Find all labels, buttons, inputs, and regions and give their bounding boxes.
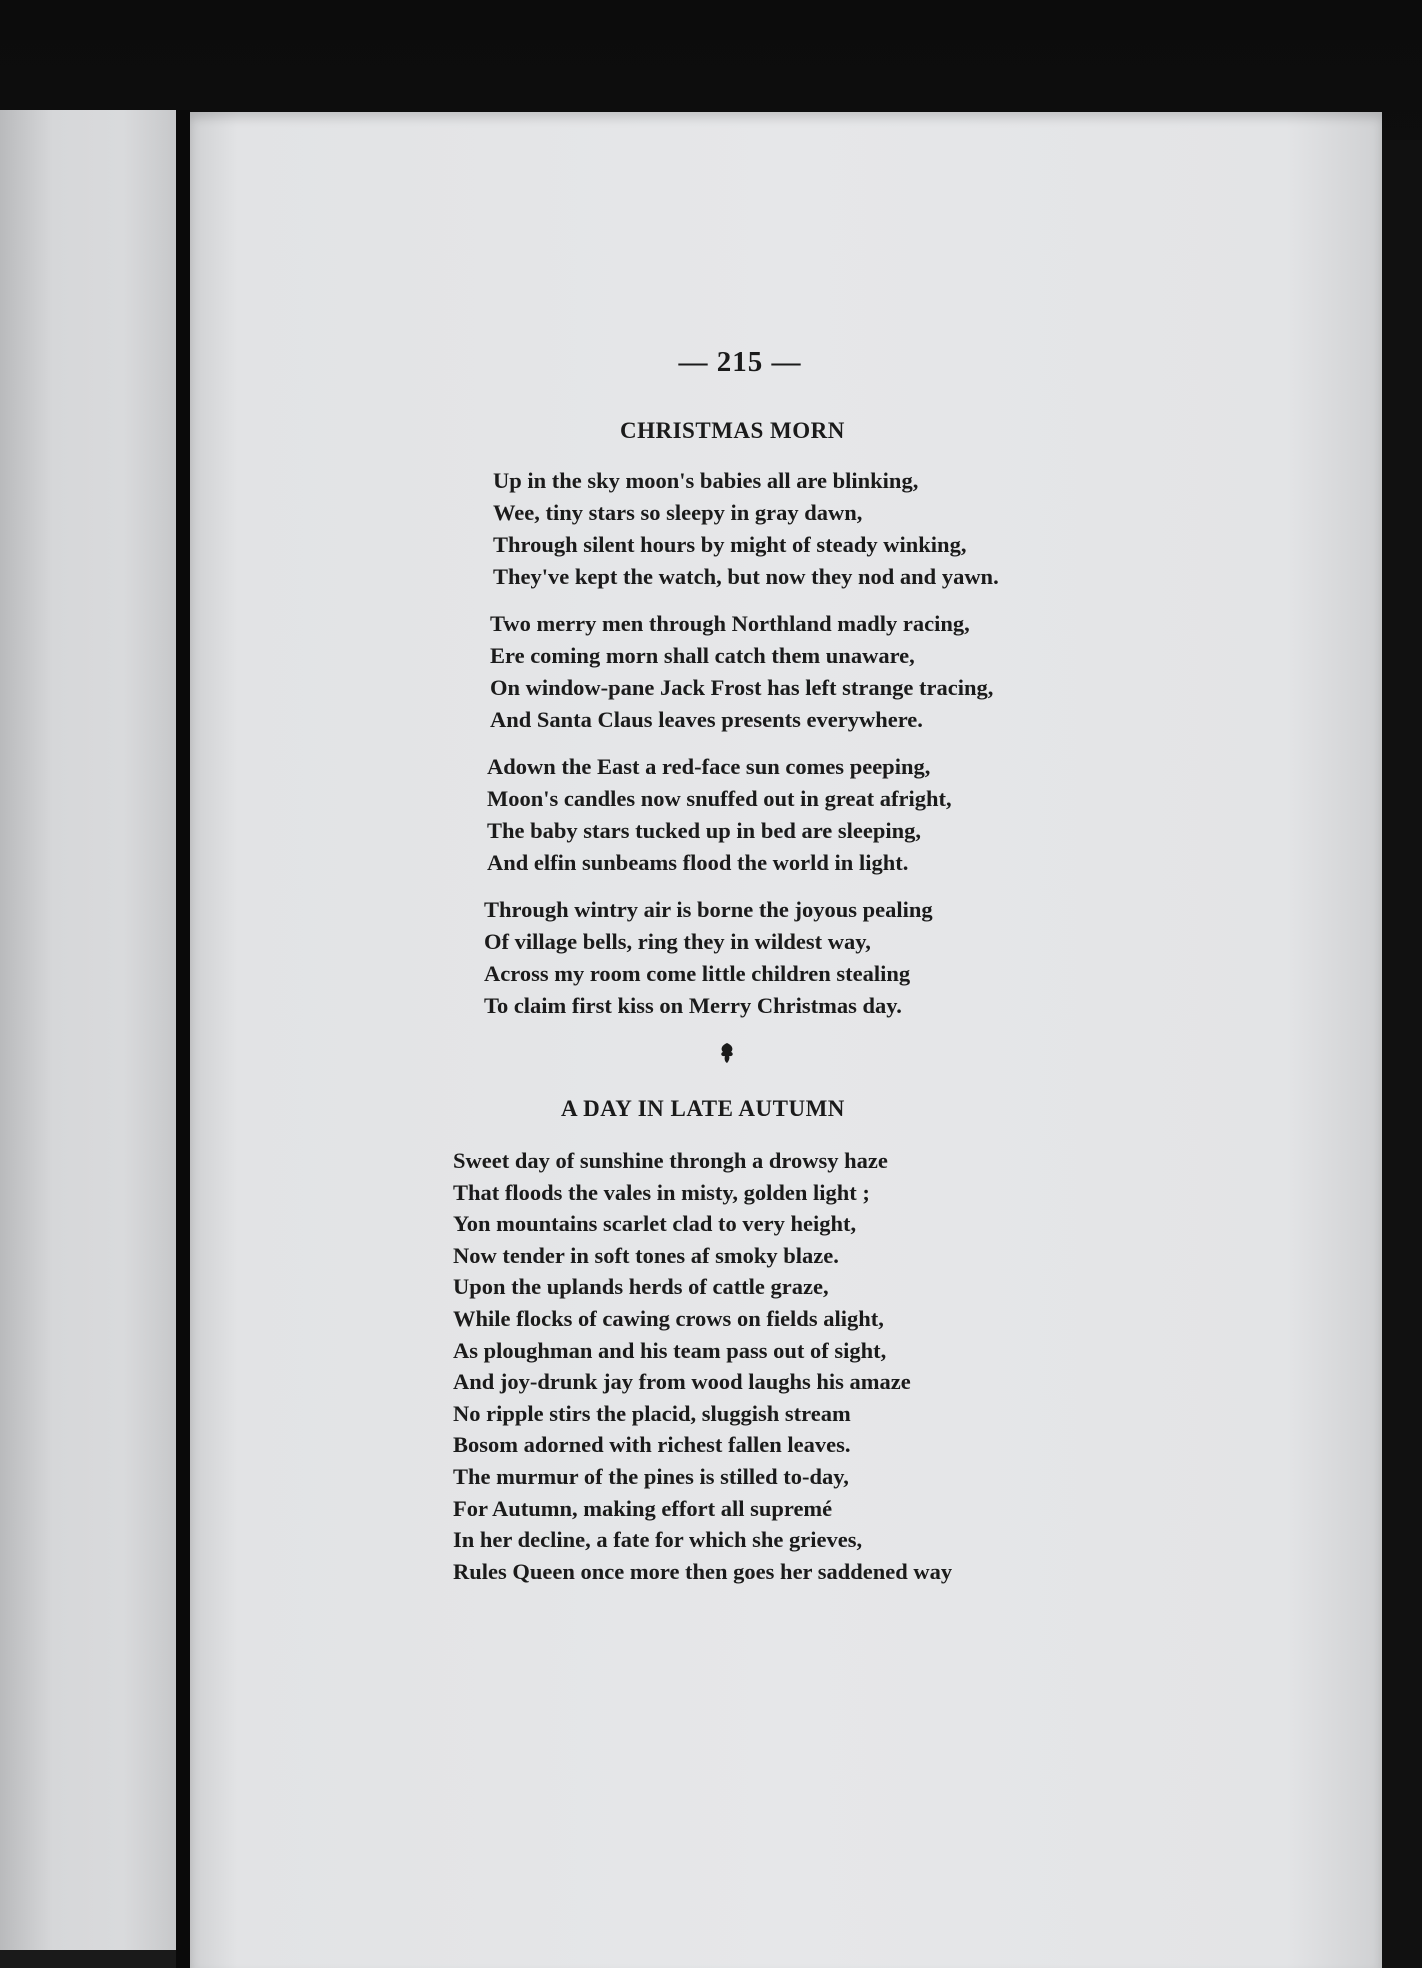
poem-line: Rules Queen once more then goes her saddened way — [453, 1558, 953, 1584]
poem-line: Now tender in soft tones af smoky blaze. — [453, 1242, 839, 1268]
poem-line: The murmur of the pines is stilled to-day, — [453, 1463, 849, 1489]
fleuron-icon — [718, 1042, 736, 1064]
page-number: — 215 — — [678, 346, 802, 378]
poem-line: Sweet day of sunshine throngh a drowsy haze — [453, 1148, 888, 1173]
poem-line: To claim first kiss on Merry Christmas day. — [484, 993, 902, 1018]
facing-page-edge — [0, 110, 176, 1950]
stanza — [490, 608, 993, 736]
poem-line: They've kept the watch, but now they nod and yawn. — [493, 564, 999, 589]
book-spine — [176, 110, 190, 1968]
poem-line: No ripple stirs the placid, sluggish stream — [453, 1400, 851, 1426]
poem-line: Yon mountains scarlet clad to very height, — [453, 1211, 857, 1237]
poem-line: Of village bells, ring they in wildest way, — [484, 929, 871, 954]
poem-line: Through silent hours by might of steady winking, — [493, 532, 967, 557]
poem-line: Ere coming morn shall catch them unaware, — [490, 643, 915, 668]
poem-line: For Autumn, making effort all supremé — [453, 1495, 833, 1521]
poem-line: Bosom adorned with richest fallen leaves. — [453, 1432, 851, 1458]
poem-line: Through wintry air is borne the joyous pealing — [484, 897, 933, 922]
stanza — [487, 751, 952, 879]
book-page — [190, 112, 1382, 1968]
poem-line: And elfin sunbeams flood the world in light. — [487, 850, 909, 875]
stanza — [484, 894, 933, 1022]
poem-line: The baby stars tucked up in bed are sleeping, — [487, 818, 922, 843]
stanza — [493, 465, 999, 593]
poem-line: While flocks of cawing crows on fields alight, — [453, 1305, 884, 1331]
poem-line: Moon's candles now snuffed out in great afright, — [487, 786, 952, 811]
poem-title-christmas-morn: CHRISTMAS MORN — [620, 418, 845, 443]
stanza — [453, 1145, 952, 1587]
poem-title-a-day-in-late-autumn: A DAY IN LATE AUTUMN — [561, 1096, 845, 1121]
poem-line: As ploughman and his team pass out of sight, — [453, 1337, 887, 1363]
poem-line: And Santa Claus leaves presents everywhere. — [490, 707, 923, 732]
poem-line: Upon the uplands herds of cattle graze, — [453, 1274, 829, 1300]
poem-line: That floods the vales in misty, golden light ; — [453, 1179, 870, 1205]
poem-line: Wee, tiny stars so sleepy in gray dawn, — [493, 500, 863, 525]
poem-line: Up in the sky moon's babies all are blinking, — [493, 468, 919, 493]
poem-line: On window-pane Jack Frost has left strange tracing, — [490, 675, 994, 700]
poem-line: Adown the East a red-face sun comes peeping, — [487, 754, 931, 779]
poem-line: And joy-drunk jay from wood laughs his amaze — [453, 1369, 911, 1395]
page-edge-shadow — [1382, 140, 1422, 1968]
poem-line: Two merry men through Northland madly racing, — [490, 611, 970, 636]
poem-line: In her decline, a fate for which she grieves, — [453, 1527, 863, 1553]
poem-line: Across my room come little children stealing — [484, 961, 911, 986]
